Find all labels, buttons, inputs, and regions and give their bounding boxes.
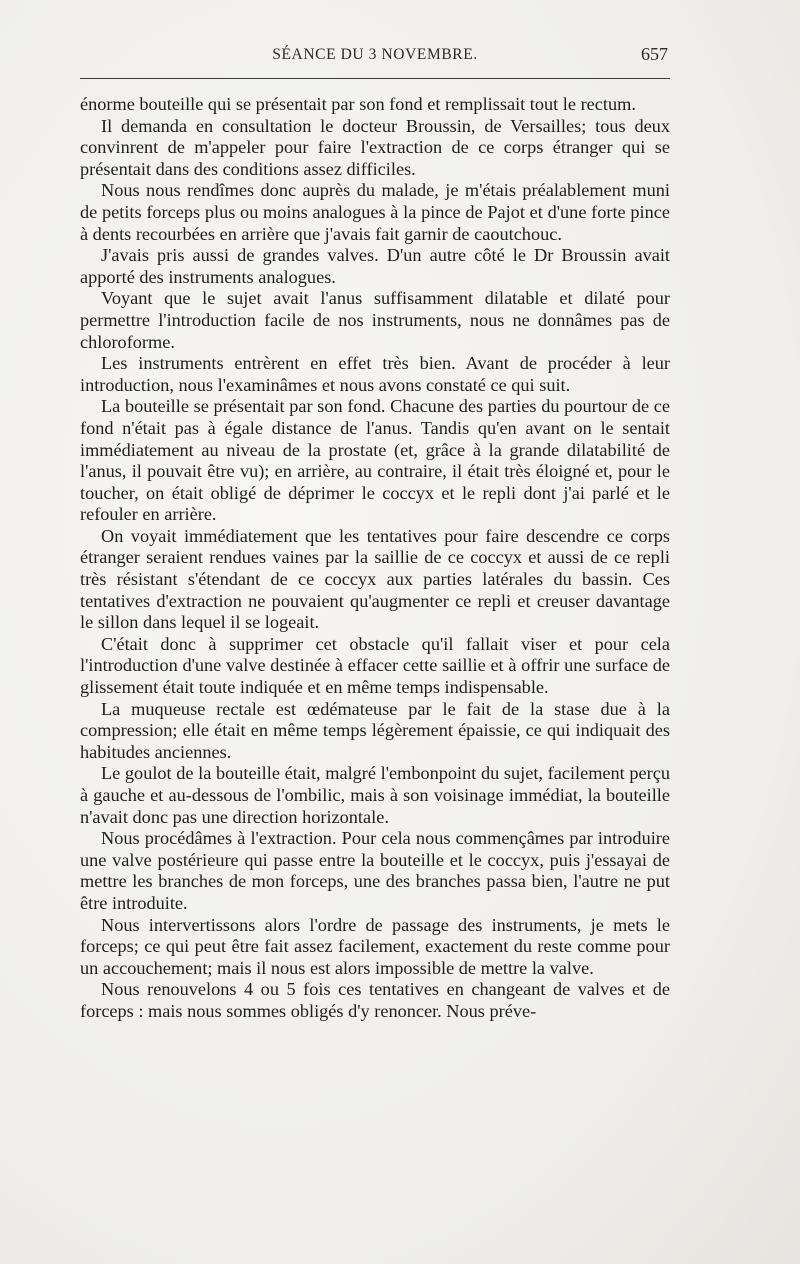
paragraph: Nous procédâmes à l'extraction. Pour cela nous commençâmes par introduire une valve postérieure qui passe entre la bouteille et le coccyx, puis j'essayai de mettre les branches de mon forceps, une des branches passa bien, l'autre ne put être introduite. (80, 828, 670, 913)
paragraph: Nous intervertissons alors l'ordre de passage des instruments, je mets le forceps; ce qui peut être fait assez facilement, exactement du reste comme pour un accouchement; mais il nous est alors impossible de mettre la valve. (80, 914, 670, 978)
page-header (80, 44, 670, 70)
paragraph: Le goulot de la bouteille était, malgré l'embonpoint du sujet, facilement perçu à gauche et au-dessous de l'ombilic, mais à son voisinage immédiat, la bouteille n'avait donc pas une direction horizontale. (80, 763, 670, 827)
paragraph: La bouteille se présentait par son fond. Chacune des parties du pourtour de ce fond n'était pas à égale distance de l'anus. Tandis qu'en avant on le sentait immédiatement au niveau de la prostate (et, grâce à la grande dilatabilité de l'anus, il pouvait être vu); en arrière, au contraire, il était très éloigné et, pour le toucher, on était obligé de déprimer le coccyx et le repli dont j'ai parlé et le refouler en arrière. (80, 396, 670, 525)
paragraph: La muqueuse rectale est œdémateuse par le fait de la stase due à la compression; elle était en même temps légèrement épaissie, ce qui indiquait des habitudes anciennes. (80, 698, 670, 762)
paragraph: Les instruments entrèrent en effet très bien. Avant de procéder à leur introduction, nous l'examinâmes et nous avons constaté ce qui suit. (80, 353, 670, 395)
paragraph: énorme bouteille qui se présentait par son fond et remplissait tout le rectum. (80, 94, 636, 114)
paragraph: C'était donc à supprimer cet obstacle qu'il fallait viser et pour cela l'introduction d'une valve destinée à effacer cette saillie et à offrir une surface de glissement était toute indiquée et en même temps indispensable. (80, 633, 670, 698)
header-rule (80, 78, 670, 79)
running-title: SÉANCE DU 3 NOVEMBRE. (272, 46, 478, 63)
paragraph: Nous nous rendîmes donc auprès du malade, je m'étais préalablement muni de petits forceps plus ou moins analogues à la pince de Pajot et d'une forte pince à dents recourbées en arrière que j'avais fait garnir de caoutchouc. (80, 180, 670, 244)
paragraph: Voyant que le sujet avait l'anus suffisamment dilatable et dilaté pour permettre l'introduction facile de nos instruments, nous ne donnâmes pas de chloroforme. (80, 288, 670, 352)
paragraph: On voyait immédiatement que les tentatives pour faire descendre ce corps étranger seraient rendues vaines par la saillie de ce coccyx et aussi de ce repli très résistant s'étendant de ce coccyx aux parties latérales du bassin. Ces tentatives d'extraction ne pouvaient qu'augmenter ce repli et creuser davantage le sillon dans lequel il se logeait. (80, 525, 670, 633)
paragraph: Il demanda en consultation le docteur Broussin, de Versailles; tous deux convinrent de m'appeler pour faire l'extraction de ce corps étranger qui se présentait dans des conditions assez difficiles. (80, 115, 670, 179)
body-text (80, 94, 670, 1023)
paragraph: J'avais pris aussi de grandes valves. D'un autre côté le Dr Broussin avait apporté des instruments analogues. (80, 245, 670, 287)
paragraph: Nous renouvelons 4 ou 5 fois ces tentatives en changeant de valves et de forceps : mais nous sommes obligés d'y renoncer. Nous préve- (80, 979, 670, 1021)
page-number: 657 (641, 44, 668, 64)
